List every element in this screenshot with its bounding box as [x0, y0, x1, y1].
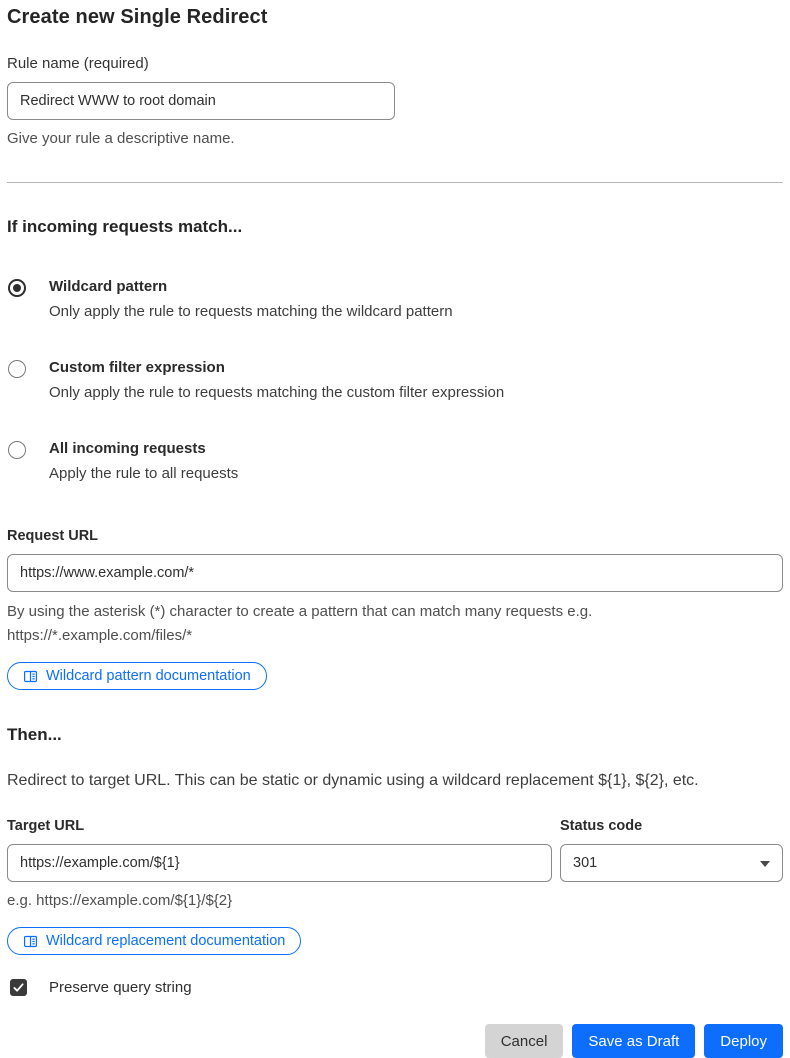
- radio-option-all-incoming-requests[interactable]: [7, 439, 783, 484]
- radio-option-label: All incoming requests: [49, 440, 206, 457]
- radio-button-icon[interactable]: [8, 441, 26, 459]
- form-actions: [7, 1024, 783, 1058]
- section-divider: [7, 182, 783, 183]
- then-section-description: Redirect to target URL. This can be static or dynamic using a wildcard replacement ${1}, ${2}, etc.: [7, 772, 699, 789]
- radio-option-label: Custom filter expression: [49, 359, 225, 376]
- target-url-help-text: e.g. https://example.com/${1}/${2}: [7, 892, 233, 909]
- wildcard-pattern-documentation-button[interactable]: [7, 662, 267, 690]
- match-section-heading: If incoming requests match...: [7, 217, 243, 236]
- rule-name-label: Rule name (required): [7, 55, 149, 72]
- request-url-input[interactable]: [7, 554, 783, 592]
- status-code-select[interactable]: [560, 844, 783, 882]
- preserve-query-string-label: Preserve query string: [49, 979, 192, 996]
- checkmark-icon: [13, 982, 24, 993]
- preserve-query-string-checkbox-row[interactable]: [7, 979, 783, 996]
- status-code-label: Status code: [560, 818, 643, 834]
- target-url-input[interactable]: [7, 844, 552, 882]
- cancel-button[interactable]: Cancel: [485, 1024, 564, 1058]
- then-section-heading: Then...: [7, 725, 62, 744]
- doc-button-label: Wildcard pattern documentation: [46, 668, 251, 684]
- radio-option-description: Apply the rule to all requests: [49, 465, 239, 482]
- radio-option-description: Only apply the rule to requests matching the wildcard pattern: [49, 303, 453, 320]
- checkbox-icon[interactable]: [10, 979, 27, 996]
- save-as-draft-button[interactable]: Save as Draft: [572, 1024, 695, 1058]
- request-url-label: Request URL: [7, 528, 99, 544]
- rule-name-input[interactable]: [7, 82, 395, 120]
- radio-button-icon[interactable]: [8, 279, 26, 297]
- radio-option-label: Wildcard pattern: [49, 278, 168, 295]
- radio-button-icon[interactable]: [8, 360, 26, 378]
- request-url-help-text: By using the asterisk (*) character to create a pattern that can match many requests e.g. https://*.example.com/files/*: [7, 603, 593, 644]
- target-url-label: Target URL: [7, 818, 85, 834]
- target-url-status-row: [7, 818, 783, 913]
- radio-option-description: Only apply the rule to requests matching the custom filter expression: [49, 384, 505, 401]
- book-open-icon: [23, 669, 38, 684]
- radio-option-wildcard-pattern[interactable]: [7, 277, 783, 322]
- doc-button-label: Wildcard replacement documentation: [46, 933, 286, 949]
- radio-option-custom-filter-expression[interactable]: [7, 358, 783, 403]
- book-open-icon: [23, 934, 38, 949]
- deploy-button[interactable]: Deploy: [704, 1024, 783, 1058]
- wildcard-replacement-documentation-button[interactable]: [7, 927, 301, 955]
- page-title: Create new Single Redirect: [7, 6, 268, 28]
- rule-name-help-text: Give your rule a descriptive name.: [7, 130, 235, 147]
